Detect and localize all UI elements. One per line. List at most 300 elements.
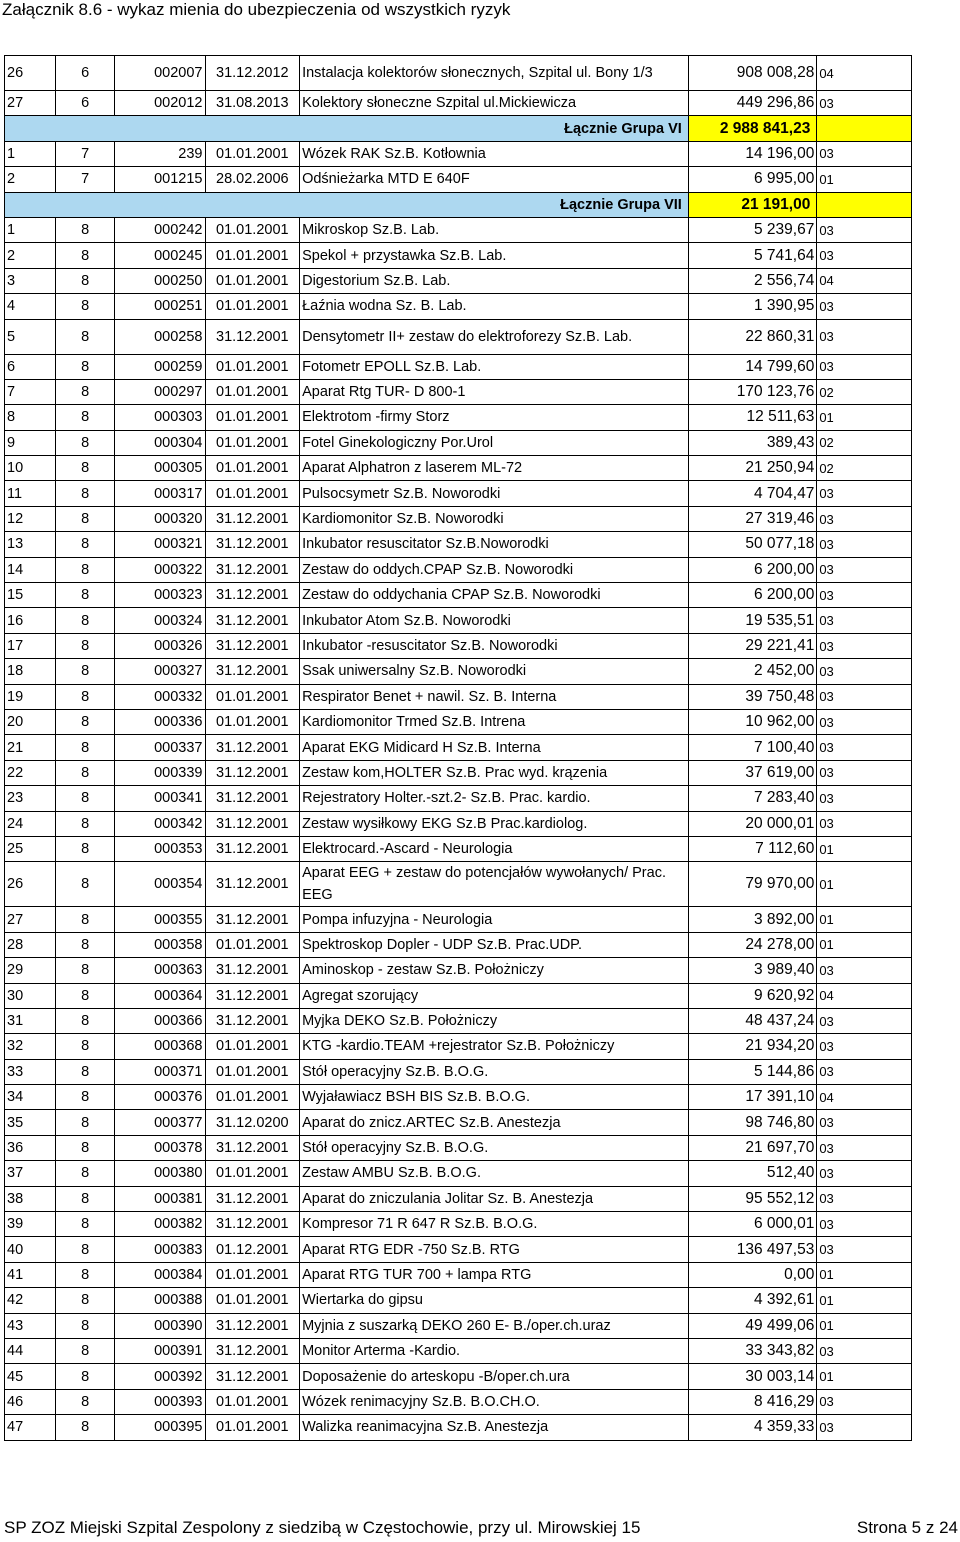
acquisition-date: 01.01.2001 <box>205 294 300 319</box>
inventory-number: 000321 <box>115 532 205 557</box>
asset-name: Zestaw wysiłkowy EKG Sz.B Prac.kardiolog. <box>300 811 689 836</box>
asset-value: 512,40 <box>688 1161 817 1186</box>
inventory-number: 000353 <box>115 836 205 861</box>
asset-name: Agregat szorujący <box>300 983 689 1008</box>
group-number: 8 <box>56 354 115 379</box>
asset-value: 7 112,60 <box>688 836 817 861</box>
inventory-number: 000245 <box>115 243 205 268</box>
table-row <box>5 907 912 932</box>
acquisition-date: 31.12.2001 <box>205 532 300 557</box>
category-code: 03 <box>817 1237 912 1262</box>
inventory-number: 000376 <box>115 1085 205 1110</box>
group-number: 8 <box>56 1415 115 1440</box>
row-number: 30 <box>5 983 56 1008</box>
table-row <box>5 268 912 293</box>
row-number: 23 <box>5 786 56 811</box>
category-code: 03 <box>817 583 912 608</box>
asset-name: Aparat EKG Midicard H Sz.B. Interna <box>300 735 689 760</box>
row-number: 1 <box>5 217 56 242</box>
asset-name: Wiertarka do gipsu <box>300 1288 689 1313</box>
asset-name: Stół operacyjny Sz.B. B.O.G. <box>300 1059 689 1084</box>
category-code: 03 <box>817 1059 912 1084</box>
category-code: 03 <box>817 1110 912 1135</box>
acquisition-date: 01.01.2001 <box>205 709 300 734</box>
table-row <box>5 1415 912 1440</box>
category-code: 03 <box>817 481 912 506</box>
table-row <box>5 379 912 404</box>
asset-value: 14 196,00 <box>688 141 817 166</box>
table-row <box>5 1313 912 1338</box>
group-number: 8 <box>56 243 115 268</box>
footer-address: SP ZOZ Miejski Szpital Zespolony z siedzibą w Częstochowie, przy ul. Mirowskiej 15 <box>4 1518 641 1537</box>
asset-value: 21 934,20 <box>688 1034 817 1059</box>
acquisition-date: 31.12.2001 <box>205 1135 300 1160</box>
asset-value: 5 741,64 <box>688 243 817 268</box>
inventory-table <box>4 55 912 1441</box>
inventory-number: 000388 <box>115 1288 205 1313</box>
row-number: 47 <box>5 1415 56 1440</box>
table-row <box>5 1059 912 1084</box>
row-number: 2 <box>5 243 56 268</box>
inventory-number: 000327 <box>115 659 205 684</box>
category-code: 04 <box>817 1085 912 1110</box>
acquisition-date: 01.01.2001 <box>205 481 300 506</box>
inventory-number: 000336 <box>115 709 205 734</box>
category-code: 03 <box>817 1338 912 1363</box>
asset-value: 0,00 <box>688 1262 817 1287</box>
category-code: 03 <box>817 1034 912 1059</box>
group-number: 8 <box>56 405 115 430</box>
category-code: 03 <box>817 684 912 709</box>
category-code: 01 <box>817 405 912 430</box>
table-row <box>5 1212 912 1237</box>
asset-value: 49 499,06 <box>688 1313 817 1338</box>
asset-name: Elektrotom -firmy Storz <box>300 405 689 430</box>
group-number: 8 <box>56 633 115 658</box>
group-number: 8 <box>56 217 115 242</box>
asset-value: 19 535,51 <box>688 608 817 633</box>
asset-value: 10 962,00 <box>688 709 817 734</box>
row-number: 3 <box>5 268 56 293</box>
row-number: 42 <box>5 1288 56 1313</box>
asset-value: 20 000,01 <box>688 811 817 836</box>
acquisition-date: 31.12.2001 <box>205 659 300 684</box>
table-row <box>5 557 912 582</box>
inventory-number: 000395 <box>115 1415 205 1440</box>
table-row <box>5 167 912 192</box>
asset-name: Łaźnia wodna Sz. B. Lab. <box>300 294 689 319</box>
inventory-number: 000382 <box>115 1212 205 1237</box>
category-code: 03 <box>817 557 912 582</box>
acquisition-date: 01.01.2001 <box>205 354 300 379</box>
asset-value: 389,43 <box>688 430 817 455</box>
asset-name: KTG -kardio.TEAM +rejestrator Sz.B. Położniczy <box>300 1034 689 1059</box>
category-code: 03 <box>817 1212 912 1237</box>
acquisition-date: 31.12.2001 <box>205 786 300 811</box>
inventory-number: 000322 <box>115 557 205 582</box>
inventory-number: 000354 <box>115 862 205 907</box>
group-number: 8 <box>56 506 115 531</box>
asset-value: 24 278,00 <box>688 932 817 957</box>
acquisition-date: 31.12.2001 <box>205 1364 300 1389</box>
category-code: 01 <box>817 932 912 957</box>
category-code: 01 <box>817 907 912 932</box>
inventory-number: 000323 <box>115 583 205 608</box>
asset-name: Zestaw do oddych.CPAP Sz.B. Noworodki <box>300 557 689 582</box>
group-number: 8 <box>56 862 115 907</box>
row-number: 29 <box>5 958 56 983</box>
asset-value: 4 704,47 <box>688 481 817 506</box>
asset-value: 12 511,63 <box>688 405 817 430</box>
asset-value: 21 250,94 <box>688 456 817 481</box>
acquisition-date: 31.12.2001 <box>205 557 300 582</box>
category-code: 04 <box>817 983 912 1008</box>
group-total-value: 21 191,00 <box>688 192 817 217</box>
group-total-label: Łącznie Grupa VI <box>5 116 689 141</box>
asset-name: Kardiomonitor Trmed Sz.B. Intrena <box>300 709 689 734</box>
row-number: 15 <box>5 583 56 608</box>
table-row <box>5 506 912 531</box>
category-code: 01 <box>817 1364 912 1389</box>
asset-value: 33 343,82 <box>688 1338 817 1363</box>
asset-value: 14 799,60 <box>688 354 817 379</box>
asset-value: 50 077,18 <box>688 532 817 557</box>
inventory-number: 000337 <box>115 735 205 760</box>
asset-value: 3 989,40 <box>688 958 817 983</box>
group-number: 8 <box>56 786 115 811</box>
asset-value: 6 995,00 <box>688 167 817 192</box>
acquisition-date: 31.12.2001 <box>205 583 300 608</box>
asset-name: Inkubator resuscitator Sz.B.Noworodki <box>300 532 689 557</box>
acquisition-date: 31.12.2001 <box>205 1338 300 1363</box>
row-number: 28 <box>5 932 56 957</box>
row-number: 33 <box>5 1059 56 1084</box>
inventory-number: 000383 <box>115 1237 205 1262</box>
asset-value: 908 008,28 <box>688 56 817 91</box>
group-number: 8 <box>56 532 115 557</box>
category-code: 03 <box>817 319 912 354</box>
asset-value: 17 391,10 <box>688 1085 817 1110</box>
asset-name: Kolektory słoneczne Szpital ul.Mickiewicza <box>300 91 689 116</box>
group-number: 8 <box>56 1135 115 1160</box>
row-number: 36 <box>5 1135 56 1160</box>
inventory-number: 000297 <box>115 379 205 404</box>
acquisition-date: 01.01.2001 <box>205 405 300 430</box>
table-row <box>5 983 912 1008</box>
row-number: 21 <box>5 735 56 760</box>
group-number: 8 <box>56 811 115 836</box>
category-code: 02 <box>817 456 912 481</box>
asset-value: 6 200,00 <box>688 557 817 582</box>
document-title: Załącznik 8.6 - wykaz mienia do ubezpieczenia od wszystkich ryzyk <box>2 0 511 19</box>
asset-name: Myjnia z suszarką DEKO 260 E- B./oper.ch.uraz <box>300 1313 689 1338</box>
category-code: 03 <box>817 294 912 319</box>
group-number: 8 <box>56 932 115 957</box>
asset-value: 95 552,12 <box>688 1186 817 1211</box>
category-code: 03 <box>817 1415 912 1440</box>
category-code: 03 <box>817 532 912 557</box>
inventory-number: 001215 <box>115 167 205 192</box>
asset-name: Pulsocsymetr Sz.B. Noworodki <box>300 481 689 506</box>
category-code: 03 <box>817 811 912 836</box>
asset-name: Ssak uniwersalny Sz.B. Noworodki <box>300 659 689 684</box>
table-row <box>5 684 912 709</box>
row-number: 45 <box>5 1364 56 1389</box>
group-number: 8 <box>56 1364 115 1389</box>
asset-value: 21 697,70 <box>688 1135 817 1160</box>
asset-value: 79 970,00 <box>688 862 817 907</box>
category-code: 01 <box>817 1313 912 1338</box>
table-row <box>5 735 912 760</box>
group-number: 8 <box>56 1186 115 1211</box>
acquisition-date: 31.12.2001 <box>205 1313 300 1338</box>
row-number: 1 <box>5 141 56 166</box>
asset-value: 27 319,46 <box>688 506 817 531</box>
inventory-number: 000341 <box>115 786 205 811</box>
asset-value: 136 497,53 <box>688 1237 817 1262</box>
inventory-number: 000251 <box>115 294 205 319</box>
row-number: 24 <box>5 811 56 836</box>
asset-value: 3 892,00 <box>688 907 817 932</box>
acquisition-date: 01.01.2001 <box>205 1059 300 1084</box>
category-code: 01 <box>817 836 912 861</box>
acquisition-date: 31.12.2012 <box>205 56 300 91</box>
inventory-number: 000355 <box>115 907 205 932</box>
group-number: 8 <box>56 760 115 785</box>
group-total-row <box>5 116 912 141</box>
asset-name: Inkubator -resuscitator Sz.B. Noworodki <box>300 633 689 658</box>
asset-value: 2 452,00 <box>688 659 817 684</box>
acquisition-date: 01.01.2001 <box>205 1085 300 1110</box>
inventory-number: 000378 <box>115 1135 205 1160</box>
acquisition-date: 31.12.2001 <box>205 1008 300 1033</box>
inventory-number: 000393 <box>115 1389 205 1414</box>
category-code: 03 <box>817 1135 912 1160</box>
acquisition-date: 01.01.2001 <box>205 217 300 242</box>
inventory-number: 000384 <box>115 1262 205 1287</box>
category-code: 03 <box>817 958 912 983</box>
acquisition-date: 01.01.2001 <box>205 932 300 957</box>
group-number: 8 <box>56 456 115 481</box>
acquisition-date: 31.12.2001 <box>205 862 300 907</box>
asset-name: Elektrocard.-Ascard - Neurologia <box>300 836 689 861</box>
asset-name: Monitor Arterma -Kardio. <box>300 1338 689 1363</box>
group-number: 8 <box>56 907 115 932</box>
group-number: 8 <box>56 1110 115 1135</box>
table-row <box>5 811 912 836</box>
asset-name: Zestaw kom,HOLTER Sz.B. Prac wyd. krązenia <box>300 760 689 785</box>
row-number: 35 <box>5 1110 56 1135</box>
asset-value: 4 359,33 <box>688 1415 817 1440</box>
table-row <box>5 659 912 684</box>
asset-value: 37 619,00 <box>688 760 817 785</box>
table-row <box>5 481 912 506</box>
acquisition-date: 31.08.2013 <box>205 91 300 116</box>
asset-name: Pompa infuzyjna - Neurologia <box>300 907 689 932</box>
acquisition-date: 31.12.2001 <box>205 760 300 785</box>
table-row <box>5 633 912 658</box>
group-number: 7 <box>56 167 115 192</box>
inventory-number: 000391 <box>115 1338 205 1363</box>
category-code: 03 <box>817 786 912 811</box>
group-number: 8 <box>56 319 115 354</box>
category-code: 03 <box>817 354 912 379</box>
group-number: 8 <box>56 1212 115 1237</box>
acquisition-date: 31.12.2001 <box>205 836 300 861</box>
asset-name: Mikroskop Sz.B. Lab. <box>300 217 689 242</box>
table-row <box>5 319 912 354</box>
asset-name: Densytometr II+ zestaw do elektroforezy Sz.B. Lab. <box>300 319 689 354</box>
category-code: 03 <box>817 760 912 785</box>
group-number: 8 <box>56 1008 115 1033</box>
group-number: 8 <box>56 268 115 293</box>
asset-name: Wózek RAK Sz.B. Kotłownia <box>300 141 689 166</box>
asset-value: 6 200,00 <box>688 583 817 608</box>
table-row <box>5 608 912 633</box>
category-code: 03 <box>817 243 912 268</box>
group-number: 8 <box>56 684 115 709</box>
acquisition-date: 01.01.2001 <box>205 1389 300 1414</box>
row-number: 11 <box>5 481 56 506</box>
table-row <box>5 1008 912 1033</box>
category-code: 03 <box>817 608 912 633</box>
table-row <box>5 1338 912 1363</box>
asset-name: Aminoskop - zestaw Sz.B. Położniczy <box>300 958 689 983</box>
row-number: 41 <box>5 1262 56 1287</box>
asset-value: 449 296,86 <box>688 91 817 116</box>
inventory-number: 000324 <box>115 608 205 633</box>
row-number: 12 <box>5 506 56 531</box>
row-number: 22 <box>5 760 56 785</box>
asset-value: 7 283,40 <box>688 786 817 811</box>
row-number: 25 <box>5 836 56 861</box>
category-code: 03 <box>817 217 912 242</box>
table-row <box>5 294 912 319</box>
inventory-number: 000304 <box>115 430 205 455</box>
table-row <box>5 1085 912 1110</box>
asset-value: 170 123,76 <box>688 379 817 404</box>
row-number: 17 <box>5 633 56 658</box>
acquisition-date: 31.12.0200 <box>205 1110 300 1135</box>
acquisition-date: 31.12.2001 <box>205 1212 300 1237</box>
group-number: 8 <box>56 1034 115 1059</box>
asset-value: 6 000,01 <box>688 1212 817 1237</box>
asset-name: Aparat Rtg TUR- D 800-1 <box>300 379 689 404</box>
asset-value: 7 100,40 <box>688 735 817 760</box>
table-row <box>5 1237 912 1262</box>
table-row <box>5 1161 912 1186</box>
table-row <box>5 430 912 455</box>
acquisition-date: 01.01.2001 <box>205 1034 300 1059</box>
category-code: 02 <box>817 379 912 404</box>
asset-name: Aparat RTG EDR -750 Sz.B. RTG <box>300 1237 689 1262</box>
asset-name: Rejestratory Holter.-szt.2- Sz.B. Prac. kardio. <box>300 786 689 811</box>
asset-name: Aparat do zniczulania Jolitar Sz. B. Anestezja <box>300 1186 689 1211</box>
row-number: 27 <box>5 907 56 932</box>
row-number: 32 <box>5 1034 56 1059</box>
asset-value: 22 860,31 <box>688 319 817 354</box>
asset-name: Doposażenie do arteskopu -B/oper.ch.ura <box>300 1364 689 1389</box>
group-number: 8 <box>56 557 115 582</box>
asset-name: Inkubator Atom Sz.B. Noworodki <box>300 608 689 633</box>
category-code: 03 <box>817 709 912 734</box>
acquisition-date: 01.12.2001 <box>205 1237 300 1262</box>
group-number: 8 <box>56 1338 115 1363</box>
asset-name: Digestorium Sz.B. Lab. <box>300 268 689 293</box>
asset-value: 5 239,67 <box>688 217 817 242</box>
asset-name: Zestaw do oddychania CPAP Sz.B. Noworodki <box>300 583 689 608</box>
category-code: 03 <box>817 735 912 760</box>
acquisition-date: 01.01.2001 <box>205 1415 300 1440</box>
group-number: 8 <box>56 430 115 455</box>
row-number: 43 <box>5 1313 56 1338</box>
row-number: 31 <box>5 1008 56 1033</box>
row-number: 8 <box>5 405 56 430</box>
acquisition-date: 31.12.2001 <box>205 1186 300 1211</box>
inventory-number: 000371 <box>115 1059 205 1084</box>
asset-name: Aparat EEG + zestaw do potencjałów wywołanych/ Prac. EEG <box>300 862 689 907</box>
group-number: 8 <box>56 659 115 684</box>
category-code: 03 <box>817 1008 912 1033</box>
row-number: 4 <box>5 294 56 319</box>
category-code: 03 <box>817 1161 912 1186</box>
inventory-number: 000363 <box>115 958 205 983</box>
category-code: 01 <box>817 167 912 192</box>
inventory-number: 000242 <box>115 217 205 242</box>
table-row <box>5 709 912 734</box>
asset-name: Aparat do znicz.ARTEC Sz.B. Anestezja <box>300 1110 689 1135</box>
group-total-empty <box>817 116 912 141</box>
group-number: 8 <box>56 608 115 633</box>
category-code: 03 <box>817 1186 912 1211</box>
asset-name: Wyjaławiacz BSH BIS Sz.B. B.O.G. <box>300 1085 689 1110</box>
acquisition-date: 28.02.2006 <box>205 167 300 192</box>
table-row <box>5 1364 912 1389</box>
row-number: 20 <box>5 709 56 734</box>
category-code: 04 <box>817 56 912 91</box>
group-number: 8 <box>56 1161 115 1186</box>
group-number: 8 <box>56 1313 115 1338</box>
table-row <box>5 958 912 983</box>
inventory-number: 000317 <box>115 481 205 506</box>
acquisition-date: 01.01.2001 <box>205 684 300 709</box>
inventory-number: 000366 <box>115 1008 205 1033</box>
acquisition-date: 01.01.2001 <box>205 268 300 293</box>
category-code: 01 <box>817 1262 912 1287</box>
category-code: 03 <box>817 91 912 116</box>
table-row <box>5 786 912 811</box>
inventory-number: 000390 <box>115 1313 205 1338</box>
asset-name: Spektroskop Dopler - UDP Sz.B. Prac.UDP. <box>300 932 689 957</box>
inventory-number: 000380 <box>115 1161 205 1186</box>
category-code: 03 <box>817 141 912 166</box>
row-number: 37 <box>5 1161 56 1186</box>
group-total-value: 2 988 841,23 <box>688 116 817 141</box>
row-number: 18 <box>5 659 56 684</box>
row-number: 14 <box>5 557 56 582</box>
asset-value: 98 746,80 <box>688 1110 817 1135</box>
asset-name: Aparat RTG TUR 700 + lampa RTG <box>300 1262 689 1287</box>
group-number: 8 <box>56 1085 115 1110</box>
asset-value: 9 620,92 <box>688 983 817 1008</box>
category-code: 02 <box>817 430 912 455</box>
row-number: 26 <box>5 56 56 91</box>
acquisition-date: 01.01.2001 <box>205 456 300 481</box>
group-number: 8 <box>56 983 115 1008</box>
group-number: 8 <box>56 1389 115 1414</box>
inventory-number: 000258 <box>115 319 205 354</box>
category-code: 04 <box>817 268 912 293</box>
